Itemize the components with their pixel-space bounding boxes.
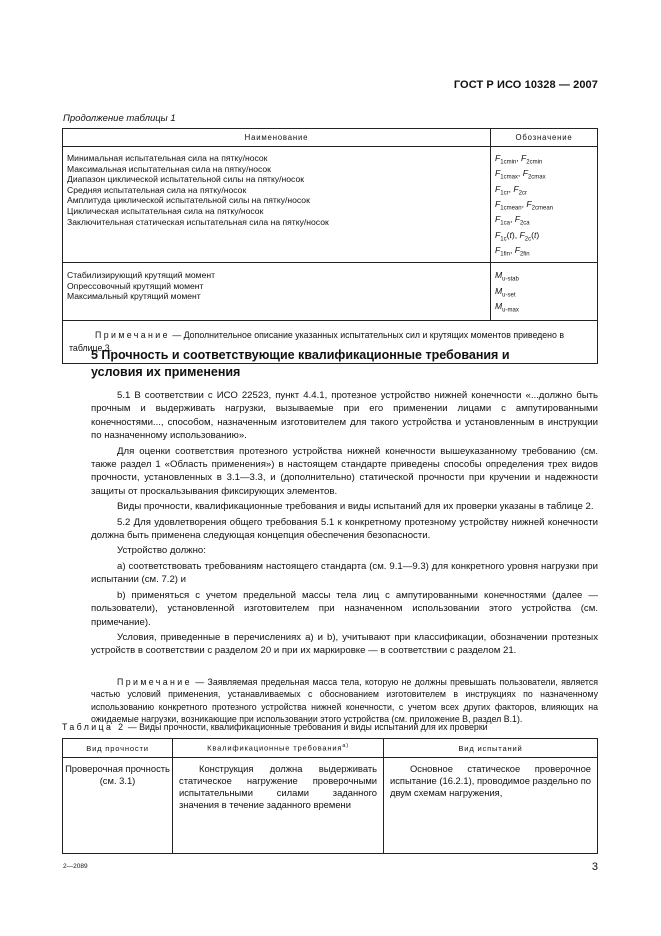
note-text: — Заявляемая предельная масса тела, которую не должны превышать пользователи, является частью условий применения, устанавливаемых с обоснованием изготовителем в инструкциях по назначенному использованию конкретного протезного устройства нижней конечности, с учетом всех других факторов, влияющих на ожидаемые нагрузки, возникающие при использовании этого устройства (см. приложение В, раздел В.1). <box>91 677 598 725</box>
note-label: Примечание <box>95 330 170 341</box>
column-header-test: Вид испытаний <box>384 739 598 758</box>
column-header-requirements <box>173 739 384 758</box>
table-row <box>63 147 598 263</box>
moment-symbols-cell <box>491 263 598 321</box>
symbol: $F_{1cmax}$, $F_{2cmax}$ <box>495 168 546 182</box>
requirements-header-text: Квалификационные требования <box>207 743 343 753</box>
moment-names-cell <box>63 263 491 321</box>
list-item: Диапазон циклической испытательной силы на пятку/носок <box>67 174 304 185</box>
table-2-caption <box>62 722 488 732</box>
list-item: Минимальная испытательная сила на пятку/носок <box>67 153 268 163</box>
paragraph: Устройство должно: <box>117 545 206 557</box>
symbol: $F_{1cmin}$, $F_{2cmin}$ <box>495 153 543 166</box>
section-5-body <box>91 389 598 660</box>
list-item: Заключительная статическая испытательная сила на пятку/носок <box>67 216 329 227</box>
column-header-name: Наименование <box>63 129 491 147</box>
paragraph: Виды прочности, квалификационные требования и виды испытаний для их проверки указаны в таблице 2. <box>117 501 594 513</box>
list-item: Максимальный крутящий момент <box>67 291 201 302</box>
symbol: $F_{1cmean}$, $F_{2cmean}$ <box>495 198 553 212</box>
symbol: $F_{1c}(t)$, $F_{2c}(t)$ <box>495 229 540 243</box>
force-names-cell <box>63 147 491 263</box>
symbol: $M_{u-stab}$ <box>495 270 519 283</box>
paragraph: 5.1 В соответствии с ИСО 22523, пункт 4.4.1, протезное устройство нижней конечности «...должно быть прочным и выдерживать нагрузки, вызываемые при его применении лицами с ампутированными конечностями..., способом, назначенным изготовителем для такого устройства и установленным в инструкции по назначенному использованию». <box>91 390 598 442</box>
list-item: Амплитуда циклической испытательной силы на пятку/носок <box>67 195 310 206</box>
list-item: Циклическая испытательная сила на пятку/носок <box>67 205 264 216</box>
page-number: 3 <box>591 861 598 873</box>
list-item: Средняя испытательная сила на пятку/носок <box>67 184 247 195</box>
footer-sheet-code: 2—2089 <box>63 863 88 870</box>
list-item: Опрессовочный крутящий момент <box>67 280 204 291</box>
note-text: — Дополнительное описание указанных испытательных сил и крутящих моментов приведено в таблице 3. <box>69 330 565 354</box>
table-2-title: — Виды прочности, квалификационные требования и виды испытаний для их проверки <box>125 722 488 732</box>
symbol: $F_{1fin}$, $F_{2fin}$ <box>495 244 530 258</box>
list-item: Стабилизирующий крутящий момент <box>67 270 216 281</box>
table-row <box>63 758 598 854</box>
list-item: Максимальная испытательная сила на пятку/носок <box>67 163 271 174</box>
column-header-strength: Вид прочности <box>63 739 173 758</box>
requirements-cell: Конструкция должна выдерживать статическое нагружение проверочными испытательными силами заданного значения в течение заданного времени <box>173 758 384 854</box>
table-2-label: Таблица 2 <box>62 722 126 732</box>
strength-kind-cell: Проверочная прочность (см. 3.1) <box>63 758 173 854</box>
paragraph: 5.2 Для удовлетворения общего требования 5.1 к конкретному протезному устройству нижней конечности должна быть применена следующая концепция обеспечения безопасности. <box>91 516 598 542</box>
section-5-heading: 5 Прочность и соответствующие квалификационные требования и условия их применения <box>91 348 510 379</box>
document-code-header: ГОСТ Р ИСО 10328 — 2007 <box>453 79 598 91</box>
table-1-continued <box>62 128 598 364</box>
paragraph: Условия, приведенные в перечислениях а) и b), учитывают при классификации, обозначении протезных устройств в соответствии с разделом 20 и при их маркировке — в соответствии с разделом 21. <box>91 631 598 657</box>
symbol: $F_{1ca}$, $F_{2ca}$ <box>495 214 530 227</box>
symbol: $M_{u-max}$ <box>495 300 519 314</box>
paragraph: b) применяться с учетом предельной массы тела лиц с ампутированными конечностями (далее — пользователи), установленной изготовителем при назначенном использовании этого устройства (см. примечание). <box>91 589 598 628</box>
paragraph: а) соответствовать требованиям настоящего стандарта (см. 9.1—9.3) для конкретного уровня нагрузки при испытании (см. 7.2) и <box>91 560 598 586</box>
table-2 <box>62 738 598 854</box>
section-5-note <box>91 676 598 726</box>
symbol: $M_{u-set}$ <box>495 285 516 299</box>
paragraph: Для оценки соответствия протезного устройства нижней конечности вышеуказанному требованию (см. также раздел 1 «Область применения») в настоящем стандарте приведены способы определения трех видов прочности, установленных в 3.1—3.3, и (дополнительно) статической прочности при кручении и надежности защиты от проскальзывания фиксирующих элементов. <box>91 445 598 497</box>
test-cell: Основное статическое проверочное испытание (16.2.1), проводимое раздельно по двум схемам нагружения, <box>384 758 598 854</box>
column-header-symbol: Обозначение <box>491 129 598 147</box>
table-continuation-label: Продолжение таблицы 1 <box>63 113 176 124</box>
footnote-marker: a) <box>342 743 349 750</box>
table-row <box>63 263 598 321</box>
symbol: $F_{1cr}$, $F_{2cr}$ <box>495 183 527 197</box>
force-symbols-cell <box>491 147 598 263</box>
note-label: Примечание <box>117 677 192 687</box>
